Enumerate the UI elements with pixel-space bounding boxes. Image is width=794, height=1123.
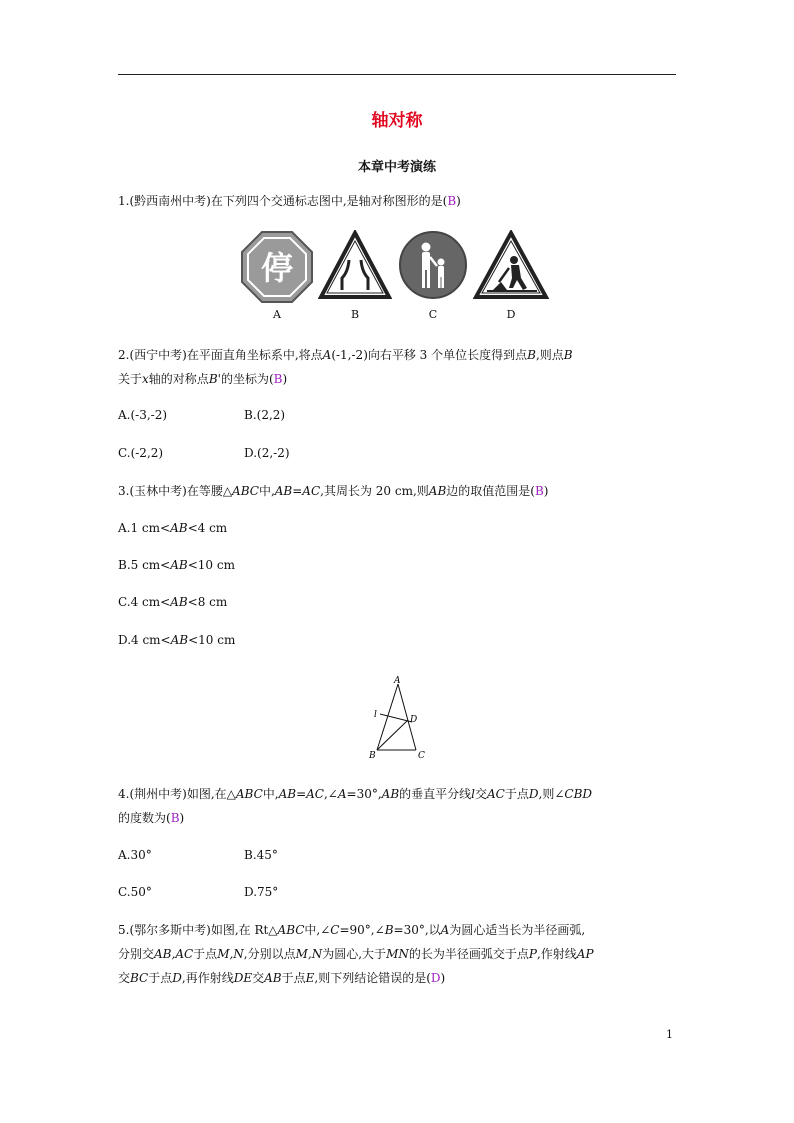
q4-option-d: D.75°: [244, 885, 279, 899]
label-b: B: [369, 751, 376, 761]
q2-option-c: C.(-2,2): [118, 446, 164, 460]
q3-option-a: A.1 cm<AB<4 cm: [118, 521, 228, 535]
question-5-line-2: 分别交AB,AC于点M,N,分别以点M,N为圆心,大于MN的长为半径画弧交于点P,作射线AP: [118, 947, 594, 961]
q4-option-b: B.45°: [244, 848, 278, 862]
q4-option-c: C.50°: [118, 885, 152, 899]
q4-option-a: A.30°: [118, 848, 152, 862]
label-l: l: [374, 710, 377, 720]
sign-label-a: A: [273, 308, 281, 321]
road-work-sign-icon: [473, 230, 549, 300]
sign-label-d: D: [506, 308, 516, 321]
triangle-figure: [368, 674, 428, 762]
label-a: A: [394, 676, 401, 686]
stop-sign-icon: [240, 230, 314, 304]
label-d: D: [410, 715, 418, 725]
page-title: 轴对称: [371, 111, 423, 131]
question-5-line-3: 交BC于点D,再作射线DE交AB于点E,则下列结论错误的是(D): [118, 971, 446, 985]
question-4-line-1: 4.(荆州中考)如图,在△ABC中,AB=AC,∠A=30°,AB的垂直平分线l交AC于点D,则∠CBD: [118, 787, 593, 801]
pedestrian-sign-icon: [398, 230, 468, 300]
sign-label-c: C: [428, 308, 438, 321]
header-rule: [118, 74, 676, 75]
label-c: C: [418, 751, 425, 761]
answer-q2: B: [273, 372, 283, 386]
q3-option-c: C.4 cm<AB<8 cm: [118, 595, 228, 609]
q2-option-b: B.(2,2): [244, 408, 286, 422]
page-number: 1: [666, 1028, 673, 1041]
q3-option-b: B.5 cm<AB<10 cm: [118, 558, 235, 572]
question-3: 3.(玉林中考)在等腰△ABC中,AB=AC,其周长为 20 cm,则AB边的取值范围是(B): [118, 484, 549, 498]
question-5-line-1: 5.(鄂尔多斯中考)如图,在 Rt△ABC中,∠C=90°,∠B=30°,以A为圆心适当长为半径画弧,: [118, 923, 586, 937]
answer-q3: B: [534, 484, 544, 498]
question-1: 1.(黔西南州中考)在下列四个交通标志图中,是轴对称图形的是(B): [118, 194, 461, 208]
answer-q4: B: [170, 811, 180, 825]
q2-option-a: A.(-3,-2): [118, 408, 168, 422]
question-4-line-2: 的度数为(B): [118, 811, 185, 825]
question-2-line-2: 关于x轴的对称点B'的坐标为(B): [118, 372, 288, 386]
q3-option-d: D.4 cm<AB<10 cm: [118, 633, 236, 647]
q2-option-d: D.(2,-2): [244, 446, 290, 460]
question-2-line-1: 2.(西宁中考)在平面直角坐标系中,将点A(-1,-2)向右平移 3 个单位长度得到点B,则点B: [118, 348, 573, 362]
sign-label-b: B: [350, 308, 360, 321]
answer-q5: D: [430, 971, 441, 985]
road-narrows-sign-icon: [318, 230, 392, 300]
section-subtitle: 本章中考演练: [357, 160, 436, 175]
answer-q1: B: [447, 194, 457, 208]
stop-sign-glyph: 停: [260, 249, 294, 287]
